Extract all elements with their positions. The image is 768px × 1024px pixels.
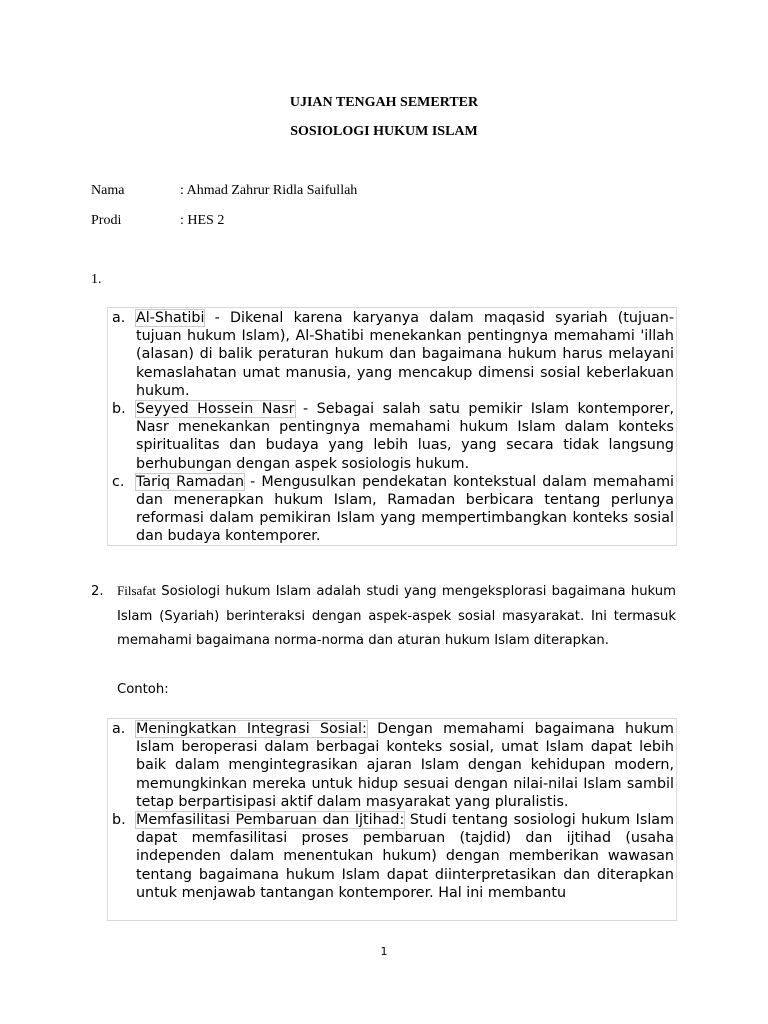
question-1-number: 1.: [91, 272, 102, 287]
lead-word: Filsafat: [117, 583, 156, 598]
scholar-name: Tariq Ramadan: [136, 473, 245, 490]
list-item: [112, 720, 674, 811]
page-number: 1: [380, 945, 388, 958]
prodi-label: Prodi: [91, 213, 122, 228]
question-1-answer-list: [107, 307, 677, 546]
list-item-marker: a.: [112, 310, 126, 326]
scholar-description: - Dikenal karena karyanya dalam maqasid syariah (tujuan-tujuan hukum Islam), Al-Shatibi menekankan pentingnya memahami 'illah (alasan) di balik peraturan hukum dan bagaimana hukum harus melayani kemaslahatan umat manusia, yang mencakup dimensi sosial keberlakuan hukum.: [136, 310, 674, 399]
list-item-marker: c.: [112, 473, 125, 490]
name-value: : Ahmad Zahrur Ridla Saifullah: [180, 183, 358, 198]
scholar-name: Al-Shatibi: [136, 310, 205, 326]
list-item: [112, 473, 674, 546]
scholar-description: - Sebagai salah satu pemikir Islam kontemporer, Nasr menekankan pentingnya memahami hukum Islam dalam konteks spiritualitas dan budaya yang lebih luas, yang secara tidak langsung berhubungan dengan aspek sosiologis hukum.: [136, 401, 675, 472]
list-item: [112, 309, 674, 400]
point-heading: Memfasilitasi Pembaruan dan Ijtihad:: [136, 812, 405, 829]
list-item-marker: b.: [112, 401, 126, 418]
scholar-name: Seyyed Hossein Nasr: [136, 401, 295, 418]
list-item-marker: a.: [112, 721, 126, 737]
point-heading: Meningkatkan Integrasi Sosial:: [136, 721, 367, 737]
question-2-number: 2.: [91, 584, 104, 599]
prodi-value: : HES 2: [180, 213, 225, 228]
list-item: [112, 811, 674, 902]
list-item-marker: b.: [112, 812, 126, 829]
question-2-example-list: [107, 718, 677, 921]
scholar-description: - Mengusulkan pendekatan kontekstual dalam memahami dan menerapkan hukum Islam, Ramadan berbicara tentang perlunya reformasi dalam pemikiran Islam yang mempertimbangkan konteks sosial dan budaya kontemporer.: [136, 473, 674, 545]
prodi-row: [91, 213, 224, 229]
list-item-text: [136, 473, 674, 546]
point-description: Studi tentang sosiologi hukum Islam dapat memfasilitasi proses pembaruan (tajdid) dan ijtihad (usaha independen dalam menentukan hukum) dengan memberikan wawasan tentang bagaimana hukum Islam dapat diinterpretasikan dan diterapkan untuk menjawab tantangan kontemporer. Hal ini membantu: [136, 812, 674, 901]
list-item-text: [136, 811, 674, 902]
list-item-text: [136, 400, 674, 473]
document-subtitle: SOSIOLOGI HUKUM ISLAM: [290, 124, 478, 139]
point-description: Dengan memahami bagaimana hukum Islam beroperasi dalam berbagai konteks sosial, umat Islam dapat lebih baik dalam mengintegrasikan ajaran Islam dengan kehidupan modern, memungkinkan mereka untuk hidup sesuai dengan nilai-nilai Islam sambil tetap berpartisipasi aktif dalam masyarakat yang pluralistis.: [136, 721, 674, 810]
document-title: UJIAN TENGAH SEMERTER: [289, 95, 479, 110]
question-2-paragraph: [117, 579, 676, 654]
paragraph-text: Sosiologi hukum Islam adalah studi yang mengeksplorasi bagaimana hukum Islam (Syariah) berinteraksi dengan aspek-aspek sosial masyarakat. Ini termasuk memahami bagaimana norma-norma dan aturan hukum Islam diterapkan.: [117, 584, 676, 648]
name-row: [91, 183, 357, 199]
name-label: Nama: [91, 183, 125, 198]
example-label: Contoh:: [117, 682, 169, 697]
list-item-text: [136, 309, 674, 400]
list-item: [112, 400, 674, 473]
list-item-text: [136, 720, 674, 811]
